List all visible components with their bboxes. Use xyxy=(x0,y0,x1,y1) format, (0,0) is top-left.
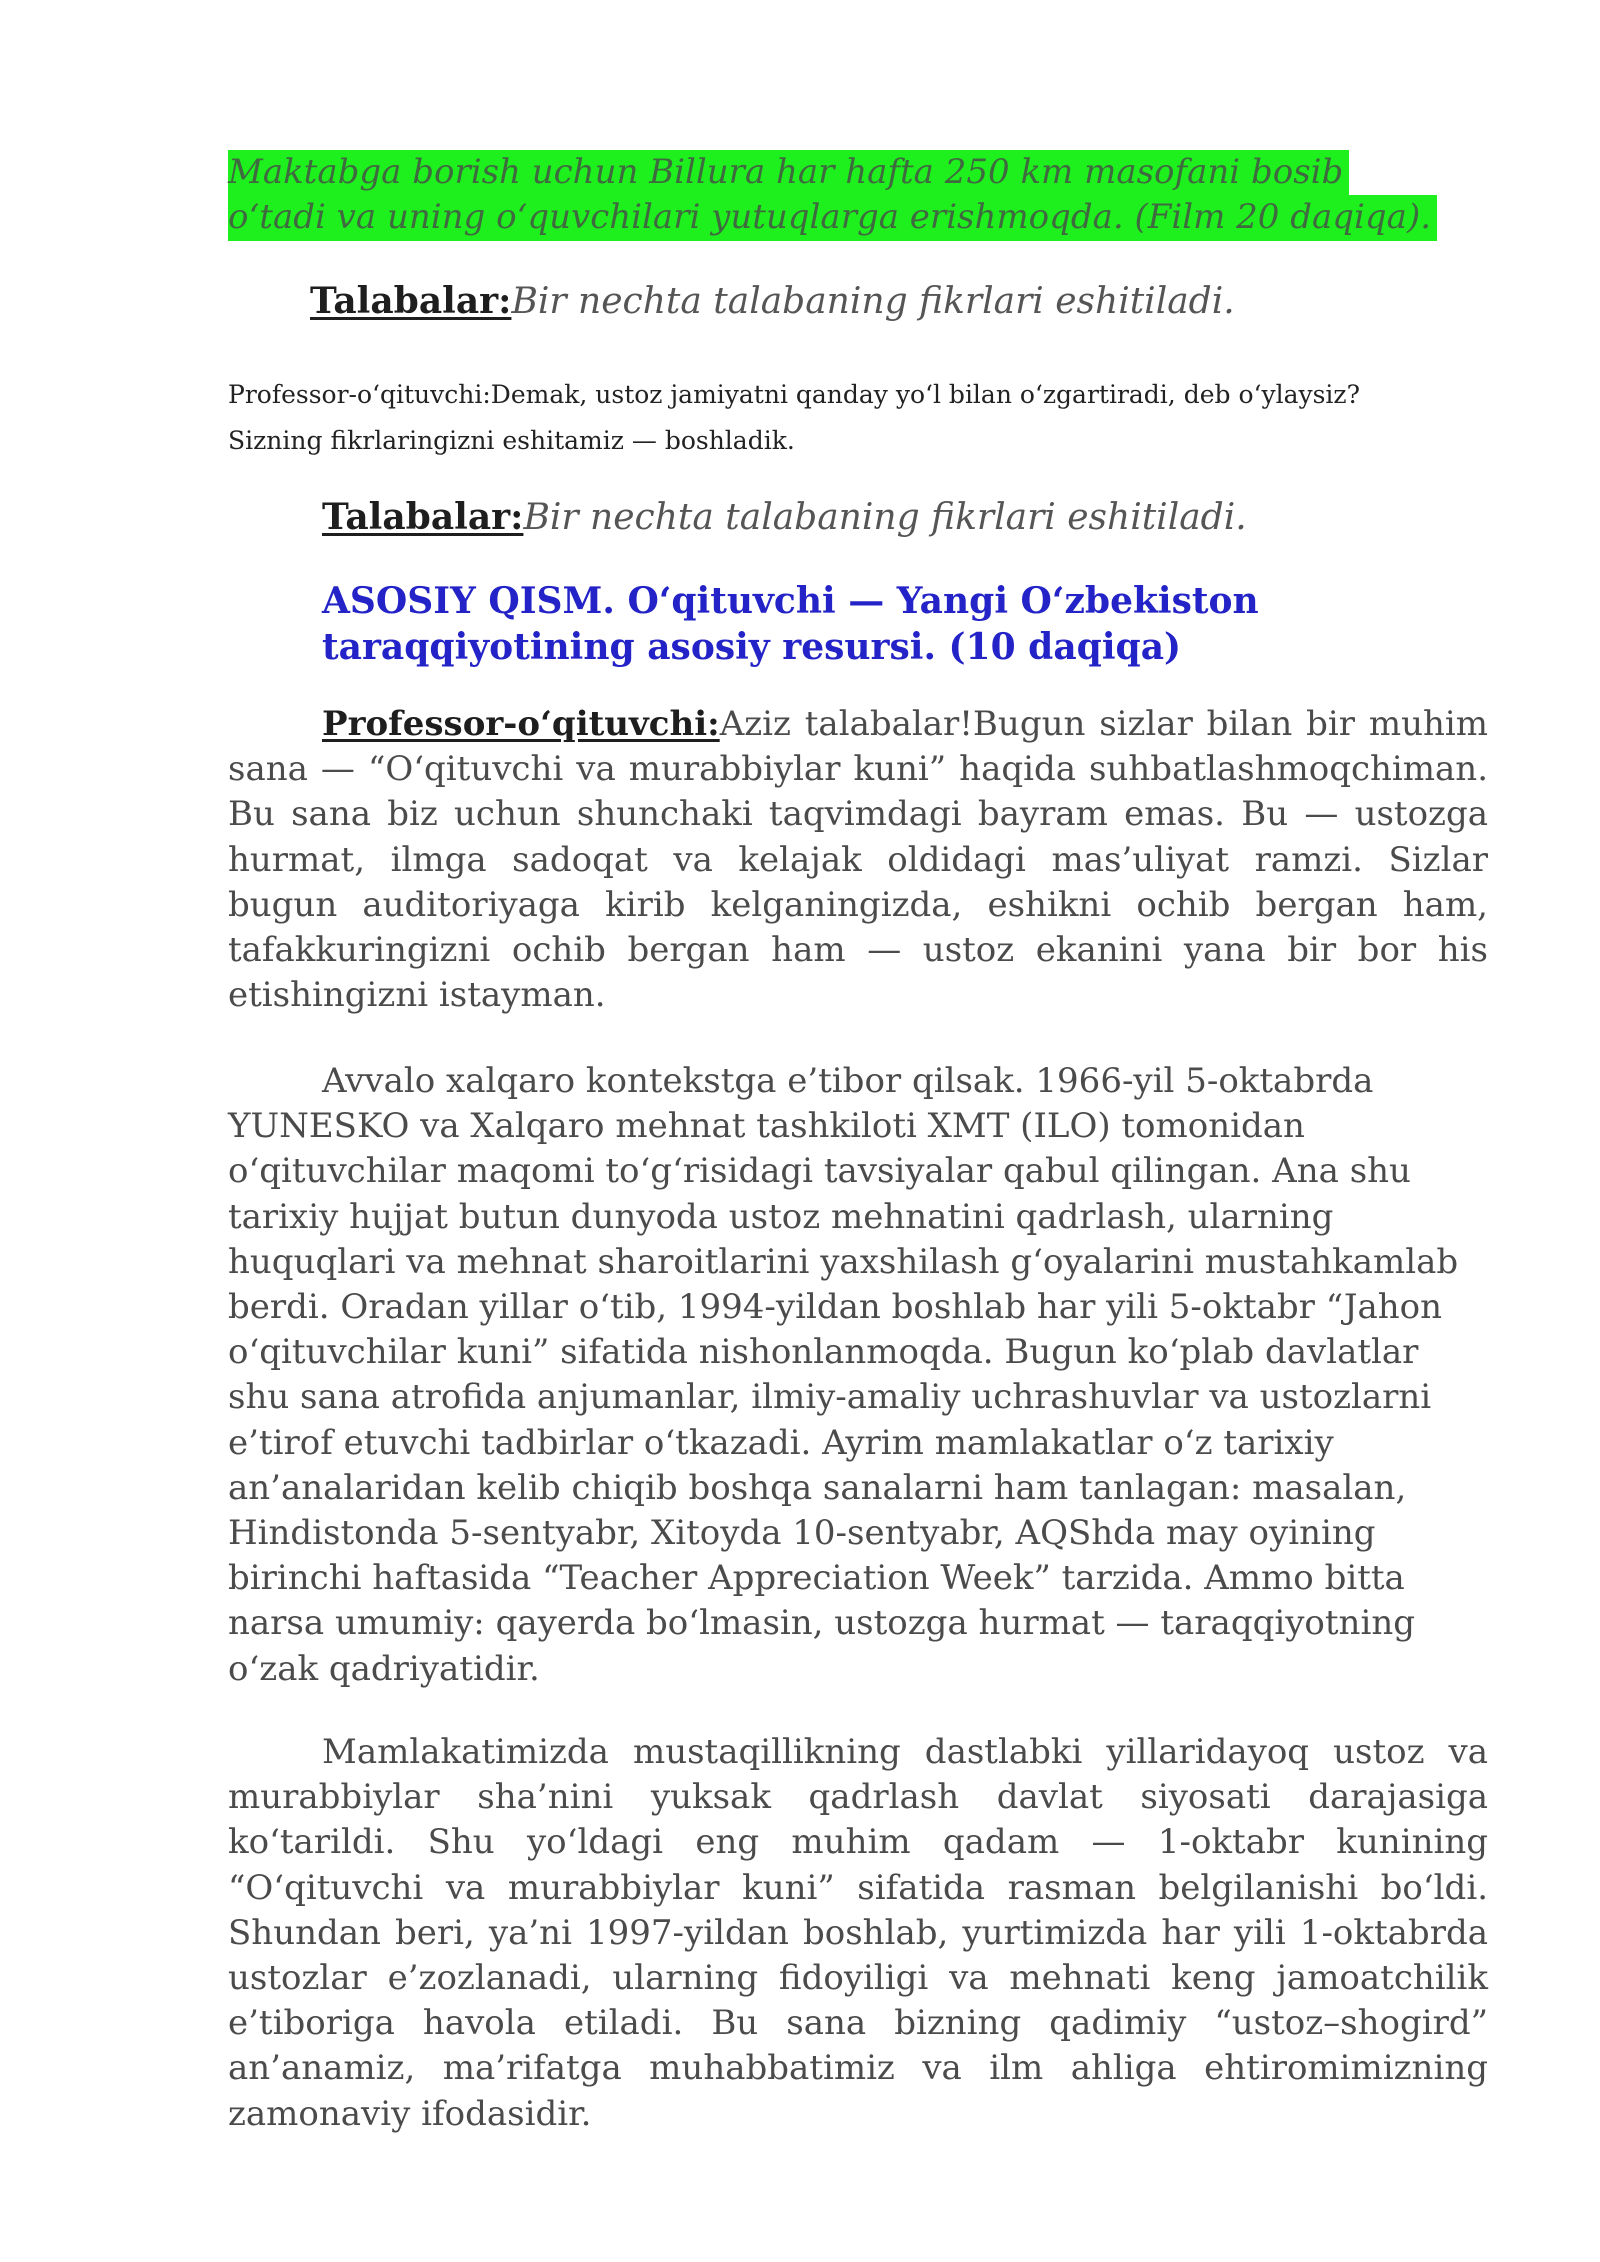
paragraph-international-context: Avvalo xalqaro kontekstga e’tibor qilsak. 1966-yil 5-oktabrda YUNESKO va Xalqaro mehnat tashkiloti XMT (ILO) tomonidan o‘qituvchilar maqomi to‘g‘risidagi tavsiyalar qabul qilingan. Ana shu tarixiy hujjat butun dunyoda ustoz mehnatini qadrlash, ularning huquqlari va mehnat sharoitlarini yaxshilash g‘oyalarini mustahkamlab berdi. Oradan yillar o‘tib, 1994-yildan boshlab har yili 5-oktabr “Jahon o‘qituvchilar kuni” sifatida nishonlanmoqda. Bugun ko‘plab davlatlar shu sana atrofida anjumanlar, ilmiy-amaliy uchrashuvlar va ustozlarni e’tirof etuvchi tadbirlar o‘tkazadi. Ayrim mamlakatlar o‘z tarixiy an’analaridan kelib chiqib boshqa sanalarni ham tanlagan: masalan, Hindistonda 5-sentyabr, Xitoyda 10-sentyabr, AQShda may oyining birinchi haftasida “Teacher Appreciation Week” tarzida. Ammo bitta narsa umumiy: qayerda bo‘lmasin, ustozga hurmat — taraqqiyotning o‘zak qadriyatidir. xyxy=(228,1061,1459,1689)
students-text: Bir nechta talabaning fikrlari eshitiladi. xyxy=(511,281,1235,322)
professor-label: Professor-o‘qituvchi: xyxy=(322,704,720,744)
students-remark-2 xyxy=(322,494,1247,541)
students-label: Talabalar: xyxy=(322,496,524,538)
professor-paragraph xyxy=(228,702,1488,1018)
professor-text: Aziz talabalar!Bugun sizlar bilan bir muhim sana — “O‘qituvchi va murabbiylar kuni” haqida suhbatlashmoqchiman. Bu sana biz uchun shunchaki taqvimdagi bayram emas. Bu — ustozga hurmat, ilmga sadoqat va kelajak oldidagi mas’uliyat ramzi. Sizlar bugun auditoriyaga kirib kelganingizda, eshikni ochib bergan ham, tafakkuringizni ochib bergan ham — ustoz ekanini yana bir bor his etishingizni istayman. xyxy=(228,704,1488,1016)
section-heading: ASOSIY QISM. O‘qituvchi — Yangi O‘zbekiston taraqqiyotining asosiy resursi. (10 daqiqa) xyxy=(322,580,1259,668)
students-label: Talabalar: xyxy=(310,280,512,322)
highlight-text: Maktabga borish uchun Billura har hafta 250 km masofani bosib o‘tadi va uning o‘quvchilari yutuqlarga erishmoqda. (Film 20 daqiqa). xyxy=(228,150,1437,241)
professor-question: Professor-o‘qituvchi:Demak, ustoz jamiyatni qanday yo‘l bilan o‘zgartiradi, deb o‘ylaysiz? Sizning fikrlaringizni eshitamiz — boshladik. xyxy=(228,380,1360,455)
paragraph-national-context: Mamlakatimizda mustaqillikning dastlabki yillaridayoq ustoz va murabbiylar sha’nini yuksak qadrlash davlat siyosati darajasiga ko‘tarildi. Shu yo‘ldagi eng muhim qadam — 1-oktabr kunining “O‘qituvchi va murabbiylar kuni” sifatida rasman belgilanishi bo‘ldi. Shundan beri, ya’ni 1997-yildan boshlab, yurtimizda har yili 1-oktabrda ustozlar e’zozlanadi, ularning fidoyiligi va mehnati keng jamoatchilik e’tiboriga havola etiladi. Bu sana bizning qadimiy “ustoz–shogird” an’anamiz, ma’rifatga muhabbatimiz va ilm ahliga ehtiromimizning zamonaviy ifodasidir. xyxy=(228,1732,1488,2134)
highlighted-film-note xyxy=(228,150,1438,240)
students-text: Bir nechta talabaning fikrlari eshitiladi. xyxy=(523,497,1247,538)
students-remark-1 xyxy=(310,278,1235,325)
